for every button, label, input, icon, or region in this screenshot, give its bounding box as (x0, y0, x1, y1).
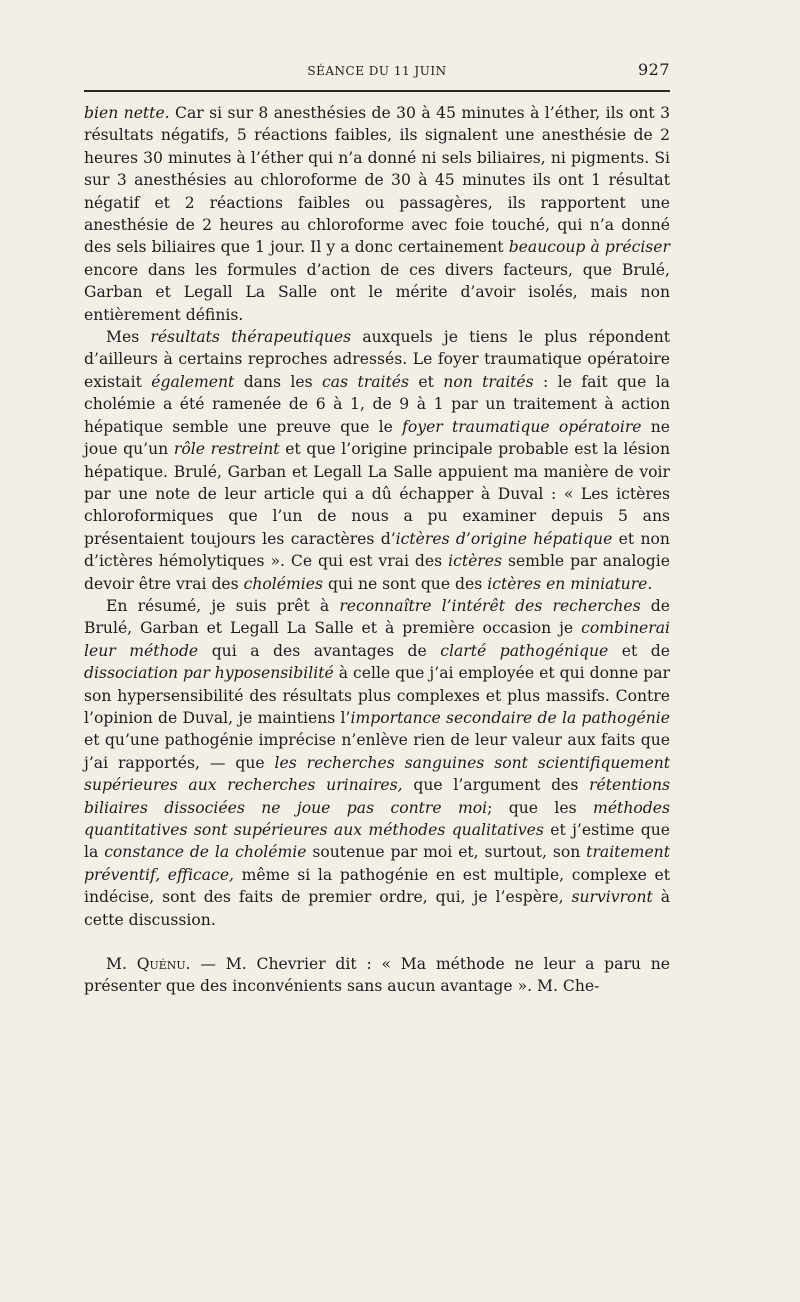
text-run: de Brulé, Garban et Legall La Salle et à première occasion je (84, 596, 670, 638)
paragraph-2 (84, 326, 670, 595)
italic-run: importance secondaire de la pathogénie (350, 708, 670, 727)
italic-run: dissociation par hyposensibilité (84, 664, 334, 683)
italic-run: cholémies (243, 574, 324, 593)
text-run: et non d’ictères hémolytiques ». Ce qui est vrai des (84, 529, 670, 571)
text-run: qui ne sont que des (323, 574, 488, 593)
text-run: et (408, 372, 444, 391)
speaker-name: M. Quénu. (106, 955, 191, 974)
text-run: à celle que j’ai employée et qui donne par son hypersensibilité des résultats plus complexes et plus massifs. Contre l’opinion de Duval, je maintiens l’ (84, 664, 671, 727)
text-run: ne joue qu’un (84, 417, 670, 459)
italic-run: combinerai leur méthode (84, 619, 670, 660)
italic-run: reconnaître l’intérêt des recherches (339, 596, 641, 615)
text-run: même si la pathogénie en est multiple, complexe et indécise, sont des faits de premier ordre, qui, je l’espère, (84, 865, 670, 907)
italic-run: foyer traumatique opératoire (402, 417, 642, 436)
italic-run: ictères (448, 552, 502, 571)
paragraph-3 (84, 595, 670, 931)
running-header (84, 56, 670, 86)
text-run: et qu’une pathogénie imprécise n’enlève rien de leur valeur aux faits que j’ai rapportés, — que (84, 731, 670, 772)
italic-run: beaucoup à préciser (508, 238, 670, 257)
italic-run: rôle restreint (173, 440, 280, 459)
text-run: Car si sur 8 anesthésies de 30 à 45 minutes à l’éther, ils ont 3 résultats négatifs, 5 réactions faibles, ils signalent une anesthésie de 2 heures 30 minutes à l’éther qui n’a donné ni sels biliaires, ni pigments. Si sur 3 anesthésies au chloroforme de 30 à 45 minutes ils ont 1 résultat négatif et 2 réactions faibles ou passagères, ils rapportent une anesthésie de 2 heures au chloroforme avec foie touché, qui n’a donné des sels biliaires que 1 jour. Il y a donc certainement (84, 104, 671, 257)
header-rule (84, 90, 670, 92)
text-run: qui a des avantages de (198, 641, 441, 660)
text-run: En résumé, je suis prêt à (106, 596, 340, 615)
text-run: auxquels je tiens le plus répondent d’ailleurs à certains reproches adressés. Le foyer traumatique opératoire existait (84, 328, 671, 391)
italic-run: survivront (571, 888, 653, 907)
italic-run: rétentions biliaires dissociées ne joue pas contre moi (84, 776, 670, 817)
paragraph-quenu (84, 953, 670, 998)
italic-run: cas traités (322, 372, 409, 391)
document-page (84, 56, 670, 998)
text-run: Mes (106, 328, 151, 347)
italic-run: ictères en miniature. (487, 574, 653, 593)
italic-run: non traités (443, 372, 534, 391)
text-run: dans les (234, 372, 323, 391)
text-run: ; que les (487, 798, 594, 817)
italic-run: résultats thérapeutiques (150, 328, 352, 347)
italic-run: ictères d’origine hépatique (395, 529, 613, 548)
text-run: semble par analogie devoir être vrai des (84, 552, 670, 593)
text-run: : le fait que la cholémie a été ramenée de 6 à 1, de 9 à 1 par un traitement à action hépatique semble une preuve que le (84, 372, 670, 436)
paragraph-gap (84, 931, 670, 953)
italic-run: méthodes quantitatives sont supérieures aux méthodes qualitatives (84, 798, 670, 839)
body-text (84, 102, 670, 998)
paragraph-1 (84, 102, 670, 326)
text-run: soutenue par moi et, surtout, son (306, 843, 587, 862)
italic-run: les recherches sanguines sont scientifiquement supérieures aux recherches urinaires, (84, 753, 671, 795)
text-run: encore dans les formules d’action de ces divers facteurs, que Brulé, Garban et Legall La Salle ont le mérite d’avoir isolés, mais non entièrement définis. (84, 260, 670, 324)
running-title: SÉANCE DU 11 JUIN (307, 64, 447, 78)
text-run: et de (608, 641, 671, 660)
text-run: et j’estime que la (84, 821, 670, 862)
italic-run: constance de la cholémie (104, 843, 307, 862)
text-run: que l’argument des (402, 776, 590, 795)
text-run: et que l’origine principale probable est la lésion hépatique. Brulé, Garban et Legall La Salle appuient ma manière de voir par une note de leur article qui a dû échapper à Duval : « Les ictères chloroformiques que l’un de nous a pu examiner depuis 5 ans présentaient toujours les caractères d’ (84, 440, 670, 548)
italic-run: traitement préventif, efficace, (84, 843, 670, 884)
italic-run: bien nette. (84, 104, 170, 122)
speaker-text: — M. Chevrier dit : « Ma méthode ne leur a paru ne présenter que des inconvénients sans aucun avantage ». M. Che- (84, 955, 671, 996)
italic-run: clarté pathogénique (440, 641, 609, 660)
italic-run: également (151, 372, 235, 391)
page-number: 927 (637, 60, 670, 79)
text-run: à cette discussion. (84, 888, 670, 929)
